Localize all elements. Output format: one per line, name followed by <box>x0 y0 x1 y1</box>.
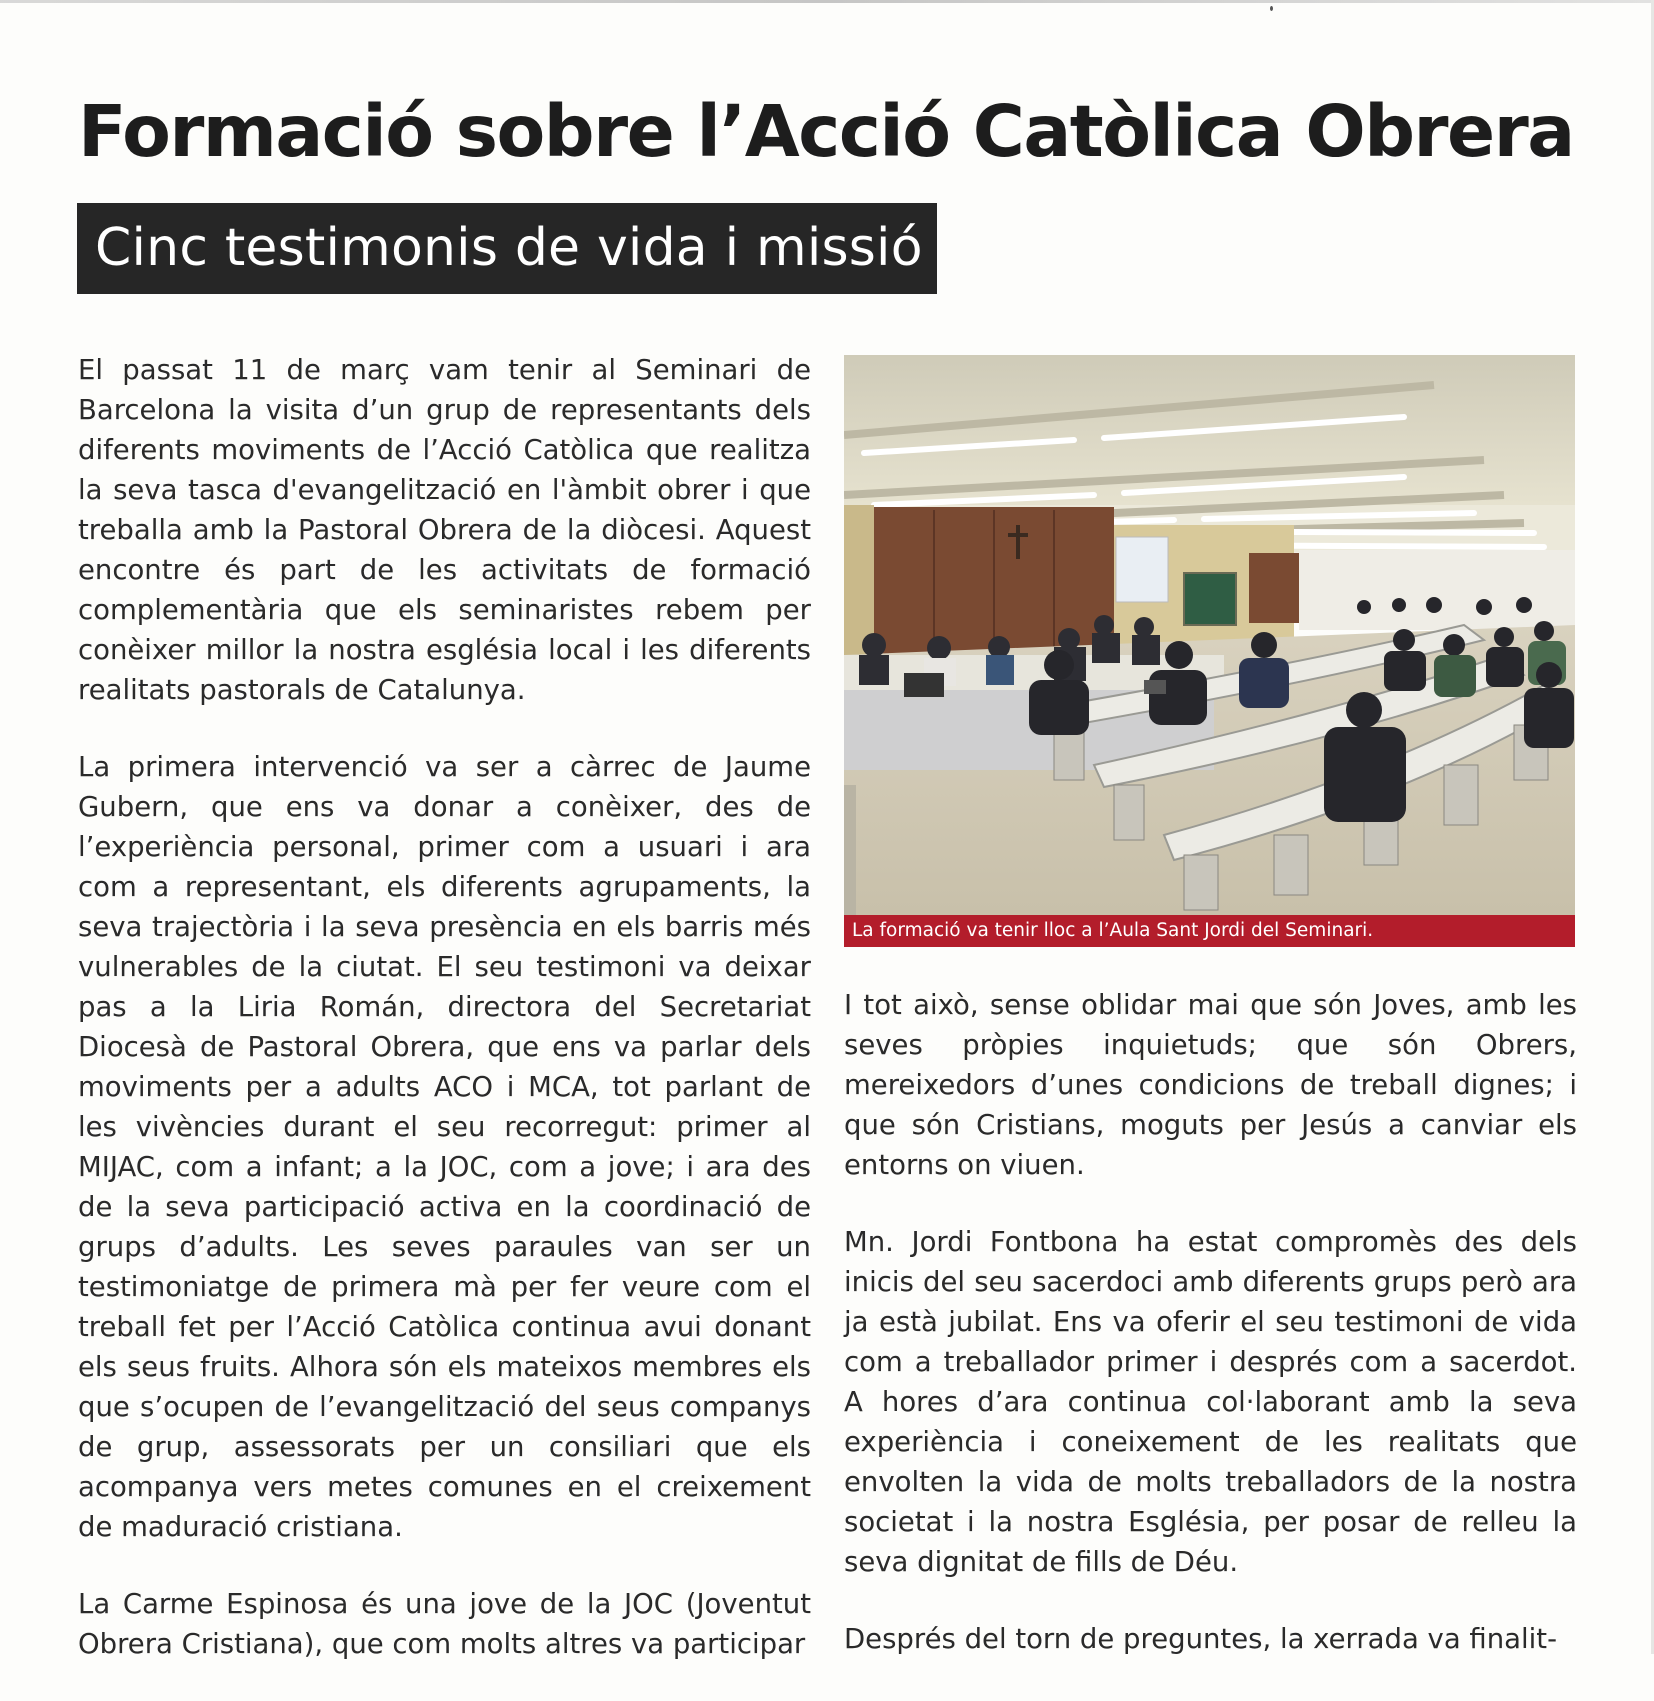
paragraph-joves-obrers-cristians: I tot això, sense oblidar mai que són Joves, amb les seves pròpies inquietuds; que són Obrers, mereixedors d’unes condicions de treball dignes; i que són Cristians, moguts per Jesús a canviar els entorns on viuen. <box>844 989 1577 1181</box>
photo-figure <box>844 355 1575 947</box>
paragraph-carme-espinosa: La Carme Espinosa és una jove de la JOC (Joventut Obrera Cristiana), que com molts altres va participar <box>78 1588 811 1660</box>
paragraph-intro: El passat 11 de març vam tenir al Seminari de Barcelona la visita d’un grup de representants dels diferents moviments de l’Acció Catòlica que realitza la seva tasca d'evangelització en l'àmbit obrer i que treballa amb la Pastoral Obrera de la diòcesi. Aquest encontre és part de les activitats de formació complementària que els seminaristes rebem per conèixer millor la nostra església local i les diferents realitats pastorals de Catalunya. <box>78 354 811 706</box>
paragraph-jordi-fontbona: Mn. Jordi Fontbona ha estat compromès des dels inicis del seu sacerdoci amb diferents grups però ara ja està jubilat. Ens va oferir el seu testimoni de vida com a treballador primer i després com a sacerdot. A hores d’ara continua col·laborant amb la seva experiència i coneixement de les realitats que envolten la vida de molts treballadors de la nostra societat i la nostra Església, per posar de relleu la seva dignitat de fills de Déu. <box>844 1226 1577 1578</box>
right-column <box>844 985 1577 1696</box>
paragraph-first-intervention: La primera intervenció va ser a càrrec de Jaume Gubern, que ens va donar a conèixer, des de l’experiència personal, primer com a usuari i ara com a representant, els diferents agrupaments, la seva trajectòria i la seva presència en els barris més vulnerables de la ciutat. El seu testimoni va deixar pas a la Liria Román, directora del Secretariat Diocesà de Pastoral Obrera, que ens va parlar dels moviments per a adults ACO i MCA, tot parlant de les vivències durant el seu recorregut: primer al MIJAC, com a infant; a la JOC, com a jove; i ara des de la seva participació activa en la coordinació de grups d’adults. Les seves paraules van ser un testimoniatge de primera mà per fer veure com el treball fet per l’Acció Catòlica continua avui donant els seus fruits. Alhora són els mateixos membres els que s’ocupen de l’evangelització del seus companys de grup, assessorats per un consiliari que els acompanya vers metes comunes en el creixement de maduració cristiana. <box>78 751 811 1543</box>
paragraph-torn-preguntes: Després del torn de preguntes, la xerrada va finalit- <box>844 1623 1558 1655</box>
page-top-edge <box>0 0 1654 3</box>
article-subtitle: Cinc testimonis de vida i missió <box>77 203 937 294</box>
article-title: Formació sobre l’Acció Catòlica Obrera <box>78 90 1574 173</box>
left-column <box>78 350 811 1701</box>
photo-caption: La formació va tenir lloc a l’Aula Sant Jordi del Seminari. <box>844 915 1575 947</box>
classroom-photo <box>844 355 1575 915</box>
scan-speck <box>1270 6 1273 11</box>
